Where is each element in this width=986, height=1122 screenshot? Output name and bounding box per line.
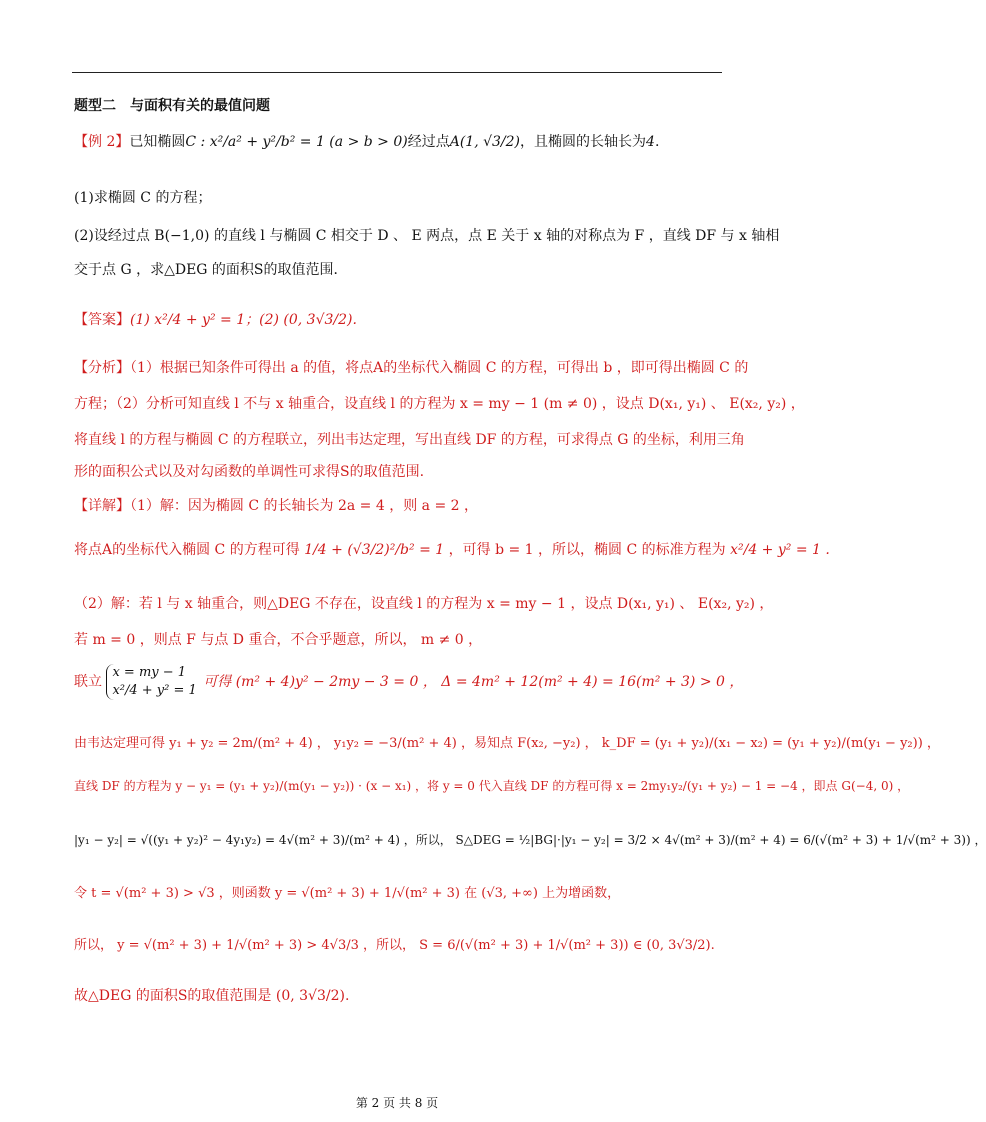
analysis-line-2: 方程；（2）分析可知直线 l 不与 x 轴重合，设直线 l 的方程为 x = my − 1 (m ≠ 0) ，设点 D(x₁, y₁) 、 E(x₂, y₂) ， [74, 396, 805, 412]
answer-label: 【答案】 [74, 312, 130, 328]
answer-part-1: (1) x²/4 + y² = 1； [130, 312, 260, 328]
discriminant: 可得 (m² + 4)y² − 2my − 3 = 0 ， Δ = 4m² + 12(m² + 4) = 16(m² + 3) > 0 ， [203, 674, 744, 690]
detail-line-8: |y₁ − y₂| = √((y₁ + y₂)² − 4y₁y₂) = 4√(m² + 3)/(m² + 4) ，所以， S△DEG = ½|BG|·|y₁ − y₂| = 3/2 × 4√(m² + 3)/(m² + 4) = 6/(√(m² + 3) + 1/√(m² + 3)) ， [74, 833, 986, 847]
detail-line-4: 若 m = 0 ，则点 F 与点 D 重合，不合乎题意，所以， m ≠ 0 ， [74, 632, 483, 648]
example-text-c: ，且椭圆的长轴长为 [520, 134, 647, 150]
answer-part-2: (2) (0, 3√3/2). [259, 312, 357, 328]
detail-text-2b: ，可得 b = 1 ，所以，椭圆 C 的标准方程为 [448, 542, 726, 558]
answer [74, 310, 357, 330]
substitution-equation: 1/4 + (√3/2)²/b² = 1 [304, 542, 445, 558]
detail-line-2 [74, 540, 830, 560]
example-tag: 【例 2】 [74, 134, 130, 150]
question-1: (1)求椭圆 C 的方程； [74, 190, 212, 206]
example-end: . [654, 134, 660, 150]
example-text-b: 经过点 [407, 134, 450, 150]
section-heading: 题型二 与面积有关的最值问题 [74, 98, 270, 114]
ellipse-equation: C : x²/a² + y²/b² = 1 (a > b > 0) [185, 134, 408, 150]
ellipse-standard-equation: x²/4 + y² = 1 . [730, 542, 830, 558]
detail-text-1: （1）解：因为椭圆 C 的长轴长为 2a = 4 ，则 a = 2 ， [130, 498, 478, 514]
system-eq-2: x²/4 + y² = 1 [112, 683, 197, 698]
detail-line-9: 令 t = √(m² + 3) > √3 ，则函数 y = √(m² + 3) + 1/√(m² + 3) 在 (√3, +∞) 上为增函数， [74, 886, 621, 901]
question-2-line-1: (2)设经过点 B(−1,0) 的直线 l 与椭圆 C 相交于 D 、 E 两点，点 E 关于 x 轴的对称点为 F ，直线 DF 与 x 轴相 [74, 228, 780, 244]
detail-line-3: （2）解：若 l 与 x 轴重合，则△DEG 不存在，设直线 l 的方程为 x = my − 1 ，设点 D(x₁, y₁) 、 E(x₂, y₂) ， [74, 596, 774, 612]
point-a: A(1, √3/2) [449, 134, 521, 150]
detail-text-5-label: 联立 [74, 674, 102, 690]
detail-line-7: 直线 DF 的方程为 y − y₁ = (y₁ + y₂)/(m(y₁ − y₂)) · (x − x₁) ，将 y = 0 代入直线 DF 的方程可得 x = 2my₁y₂/(y₁ + y₂) − 1 = −4 ，即点 G(−4, 0) ， [74, 779, 910, 793]
detail-line-10: 所以， y = √(m² + 3) + 1/√(m² + 3) > 4√3/3 ，所以， S = 6/(√(m² + 3) + 1/√(m² + 3)) ∈ (0, 3√3/2). [74, 938, 715, 953]
equation-system [106, 664, 196, 700]
analysis-label: 【分析】 [74, 360, 130, 376]
detail-line-6: 由韦达定理可得 y₁ + y₂ = 2m/(m² + 4) ， y₁y₂ = −3/(m² + 4) ，易知点 F(x₂, −y₂) ， k_DF = (y₁ + y₂)/(x₁ − x₂) = (y₁ + y₂)/(m(y₁ − y₂)) ， [74, 736, 940, 751]
detail-text-2a: 将点A的坐标代入椭圆 C 的方程可得 [74, 542, 300, 558]
system-eq-1: x = my − 1 [112, 665, 187, 680]
question-2-line-2: 交于点 G ，求△DEG 的面积S的取值范围． [74, 262, 348, 278]
detail-label: 【详解】 [74, 498, 130, 514]
analysis-line-3: 将直线 l 的方程与椭圆 C 的方程联立，列出韦达定理，写出直线 DF 的方程，可求得点 G 的坐标，利用三角 [74, 432, 745, 448]
axis-length: 4 [646, 134, 655, 150]
example-statement [74, 132, 659, 152]
example-text-a: 已知椭圆 [129, 134, 186, 150]
detail-line-11: 故△DEG 的面积S的取值范围是 (0, 3√3/2). [74, 988, 350, 1004]
analysis-text-1: （1）根据已知条件可得出 a 的值，将点A的坐标代入椭圆 C 的方程，可得出 b ，即可得出椭圆 C 的 [130, 360, 749, 376]
detail-line-1 [74, 496, 478, 516]
analysis-line-1 [74, 358, 748, 378]
header-rule [72, 72, 722, 73]
analysis-line-4: 形的面积公式以及对勾函数的单调性可求得S的取值范围. [74, 464, 425, 480]
page-footer: 第 2 页 共 8 页 [355, 1096, 439, 1110]
detail-line-5 [74, 664, 743, 700]
